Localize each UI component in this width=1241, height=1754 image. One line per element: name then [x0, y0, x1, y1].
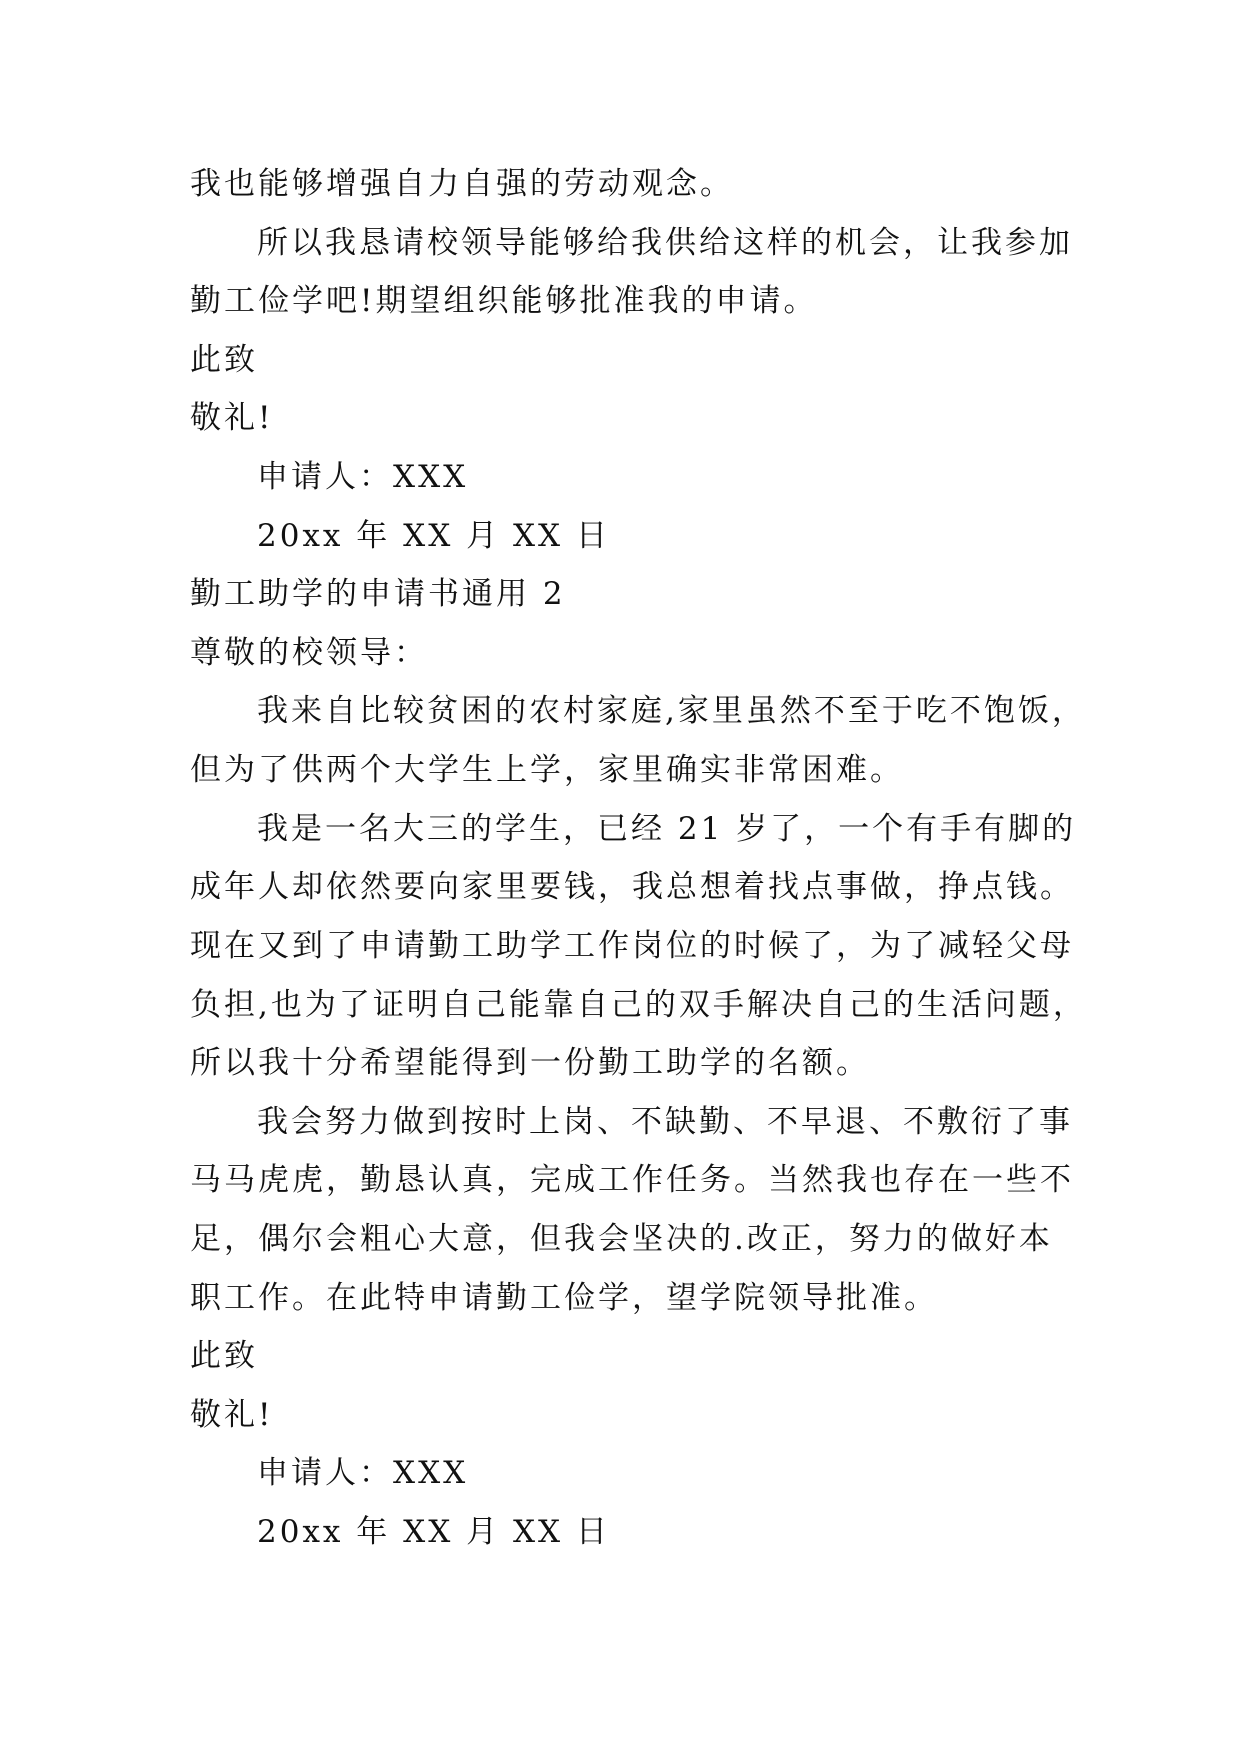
- applicant-line: 申请人：XXX: [257, 459, 469, 495]
- closing-salutation: 此致: [190, 342, 258, 378]
- paragraph-line: 所以我十分希望能得到一份勤工助学的名额。: [190, 1045, 870, 1081]
- paragraph-line: 但为了供两个大学生上学，家里确实非常困难。: [190, 752, 904, 788]
- paragraph-line: 马马虎虎，勤恳认真，完成工作任务。当然我也存在一些不: [190, 1162, 1074, 1198]
- greeting-line: 尊敬的校领导：: [190, 635, 428, 671]
- closing-regards: 敬礼!: [190, 1397, 274, 1433]
- date-line: 20xx 年 XX 月 XX 日: [257, 1514, 610, 1550]
- applicant-line: 申请人：XXX: [257, 1455, 469, 1491]
- paragraph-line: 现在又到了申请勤工助学工作岗位的时候了，为了减轻父母: [190, 928, 1074, 964]
- closing-salutation: 此致: [190, 1338, 258, 1374]
- paragraph-line: 成年人却依然要向家里要钱，我总想着找点事做，挣点钱。: [190, 869, 1074, 905]
- paragraph-line: 职工作。在此特申请勤工俭学，望学院领导批准。: [190, 1280, 938, 1316]
- paragraph-line: 我也能够增强自力自强的劳动观念。: [190, 166, 734, 202]
- paragraph-line: 我是一名大三的学生，已经 21 岁了，一个有手有脚的: [257, 811, 1077, 847]
- section-title: 勤工助学的申请书通用 2: [190, 576, 566, 612]
- paragraph-line: 负担,也为了证明自己能靠自己的双手解决自己的生活问题，: [190, 987, 1087, 1023]
- paragraph-line: 所以我恳请校领导能够给我供给这样的机会，让我参加: [257, 225, 1073, 261]
- date-line: 20xx 年 XX 月 XX 日: [257, 518, 610, 554]
- paragraph-line: 我会努力做到按时上岗、不缺勤、不早退、不敷衍了事: [257, 1104, 1073, 1140]
- paragraph-line: 足，偶尔会粗心大意，但我会坚决的.改正，努力的做好本: [190, 1221, 1053, 1257]
- paragraph-line: 我来自比较贫困的农村家庭,家里虽然不至于吃不饱饭，: [257, 693, 1086, 729]
- paragraph-line: 勤工俭学吧!期望组织能够批准我的申请。: [190, 283, 818, 319]
- closing-regards: 敬礼!: [190, 400, 274, 436]
